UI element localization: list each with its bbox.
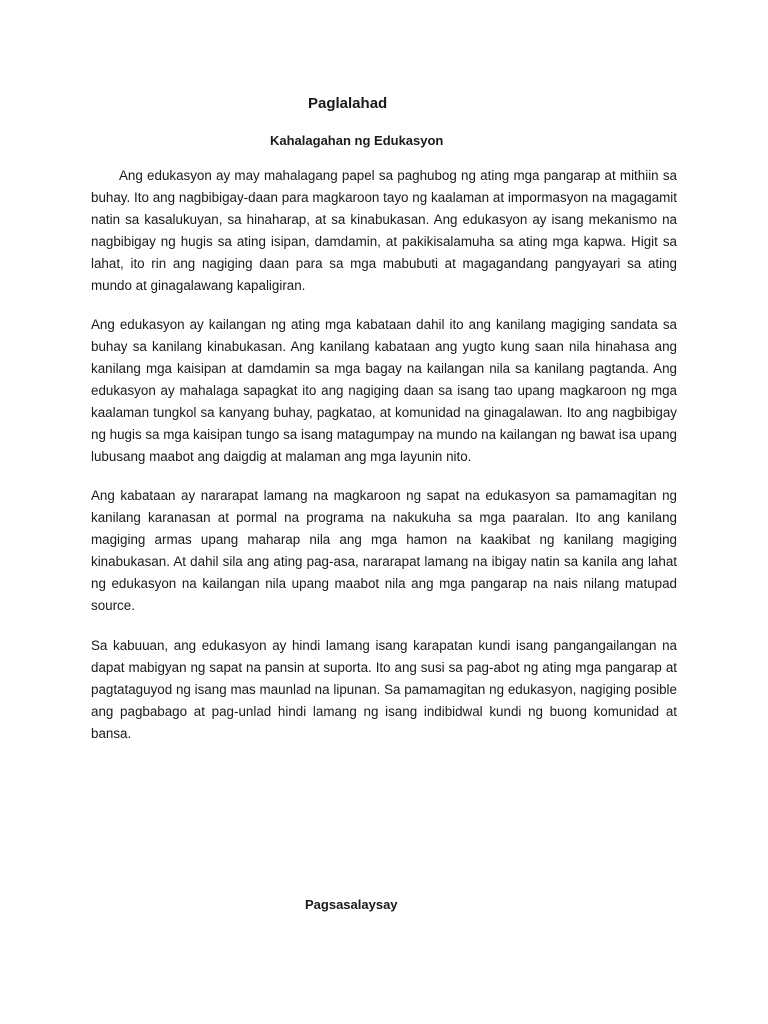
paragraph-1: Ang edukasyon ay may mahalagang papel sa paghubog ng ating mga pangarap at mithiin sa buhay. Ito ang nagbibigay-daan para magkaroon tayo ng kaalaman at impormasyon na magagamit natin sa kasalukuyan, sa hinaharap, at sa kinabukasan. Ang edukasyon ay isang mekanismo na nagbibigay ng hugis sa ating isipan, damdamin, at pakikisalamuha sa ating mga kapwa. Higit sa lahat, ito rin ang nagiging daan para sa mga mabubuti at magagandang pangyayari sa ating mundo at ginagalawang kapaligiran. [91, 168, 677, 293]
section-subtitle: Kahalagahan ng Edukasyon [270, 133, 444, 148]
page-title: Paglalahad [308, 95, 388, 112]
paragraph-4: Sa kabuuan, ang edukasyon ay hindi lamang isang karapatan kundi isang pangangailangan na dapat mabigyan ng sapat na pansin at suporta. Ito ang susi sa pag-abot ng ating mga pangarap at pagtataguyod ng isang mas maunlad na lipunan. Sa pamamagitan ng edukasyon, nagiging posible ang pagbabago at pag-unlad hindi lamang ng isang indibidwal kundi ng buong komunidad at bansa. [91, 638, 677, 741]
paragraph-2: Ang edukasyon ay kailangan ng ating mga kabataan dahil ito ang kanilang magiging sandata sa buhay sa kanilang kinabukasan. Ang kanilang kabataan ang yugto kung saan nila hinahasa ang kanilang mga kaisipan at damdamin sa mga bagay na kailangan nila sa kanilang pagtanda. Ang edukasyon ay mahalaga sapagkat ito ang nagiging daan sa isang tao upang magkaroon ng mga kaalaman tungkol sa kanyang buhay, pagkatao, at komunidad na ginagalawan. Ito ang nagbibigay ng hugis sa mga kaisipan tungo sa isang matagumpay na mundo na kailangan ng bawat isa upang lubusang maabot ang daigdig at malaman ang mga layunin nito. [91, 317, 677, 464]
next-section-heading: Pagsasalaysay [305, 897, 398, 912]
paragraph-3: Ang kabataan ay nararapat lamang na magkaroon ng sapat na edukasyon sa pamamagitan ng kanilang karanasan at pormal na programa na nakukuha sa mga paaralan. Ito ang kanilang magiging armas upang maharap nila ang mga hamon na kaakibat ng kanilang magiging kinabukasan. At dahil sila ang ating pag-asa, nararapat lamang na ibigay natin sa kanila ang lahat ng edukasyon na kailangan nila upang maabot nila ang mga pangarap na nais nilang matupad source. [91, 488, 677, 613]
